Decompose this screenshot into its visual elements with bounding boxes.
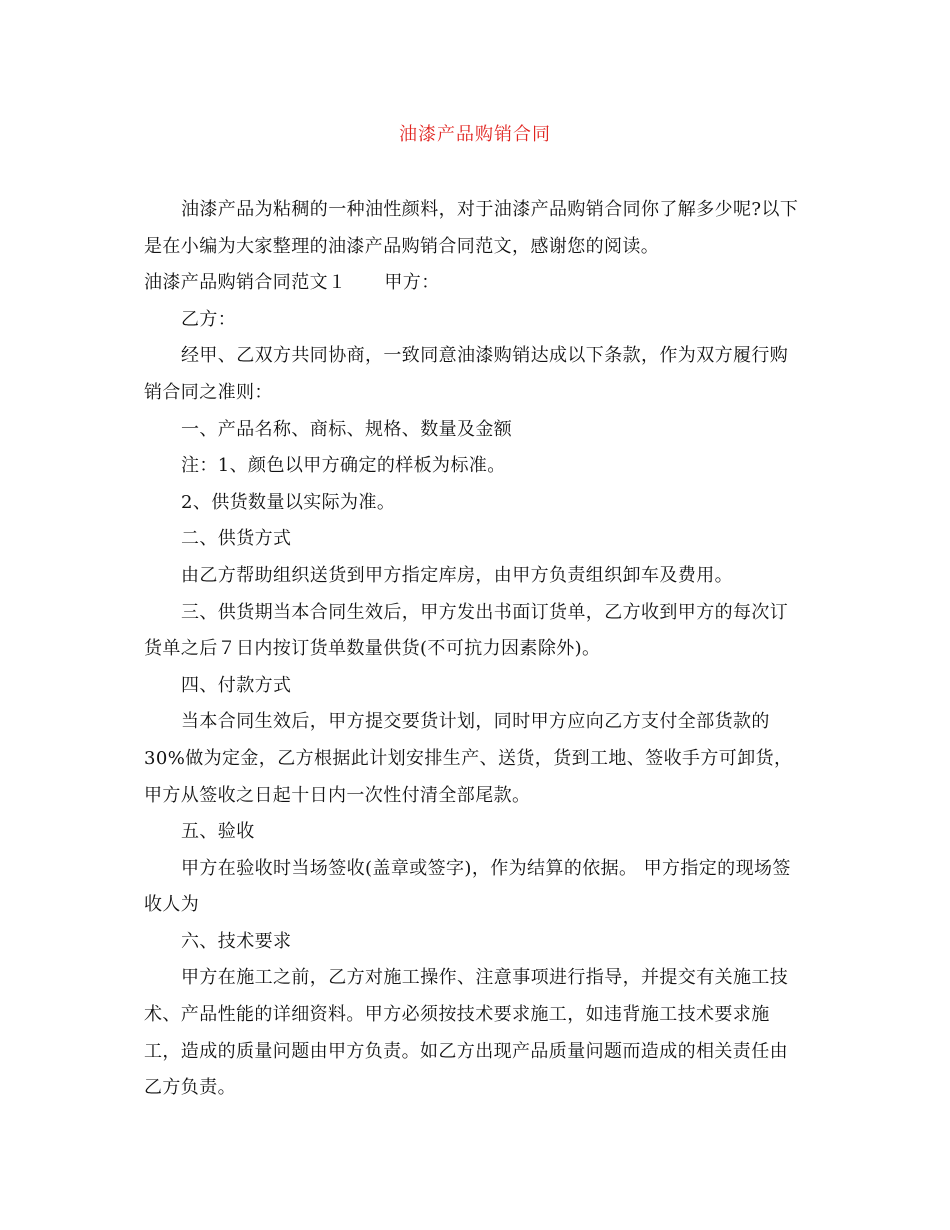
document-title: 油漆产品购销合同 <box>399 124 551 145</box>
paragraph-line: 30%做为定金，乙方根据此计划安排生产、送货，货到工地、签收手方可卸货， <box>144 747 793 769</box>
paragraph-line: 当本合同生效后，甲方提交要货计划，同时甲方应向乙方支付全部货款的 <box>181 711 770 733</box>
paragraph-line: 工，造成的质量问题由甲方负责。如乙方出现产品质量问题而造成的相关责任由 <box>144 1040 788 1062</box>
paragraph-line: 收人为 <box>144 894 200 916</box>
sample-heading: 油漆产品购销合同范文１ <box>144 272 347 294</box>
paragraph-line: 甲方从签收之日起十日内一次性付清全部尾款。 <box>144 784 531 806</box>
section-heading: 六、技术要求 <box>181 930 292 952</box>
section-heading: 二、供货方式 <box>181 528 292 550</box>
section-heading: 一、产品名称、商标、规格、数量及金额 <box>181 418 513 440</box>
section-heading: 五、验收 <box>181 821 255 843</box>
paragraph-line: 是在小编为大家整理的油漆产品购销合同范文，感谢您的阅读。 <box>144 235 660 257</box>
paragraph-line: 由乙方帮助组织送货到甲方指定库房，由甲方负责组织卸车及费用。 <box>181 564 733 586</box>
paragraph-line <box>144 265 814 302</box>
paragraph-line: 经甲、乙双方共同协商，一致同意油漆购销达成以下条款，作为双方履行购 <box>181 345 789 367</box>
document-body <box>144 192 814 1107</box>
party-a-label: 甲方： <box>384 272 440 294</box>
paragraph-line: 销合同之准则： <box>144 381 273 403</box>
paragraph-line: 术、产品性能的详细资料。甲方必须按技术要求施工，如违背施工技术要求施 <box>144 1004 770 1026</box>
paragraph-line: 油漆产品为粘稠的一种油性颜料，对于油漆产品购销合同你了解多少呢?以下 <box>181 199 799 220</box>
paragraph-line: 三、供货期当本合同生效后，甲方发出书面订货单，乙方收到甲方的每次订 <box>181 601 789 623</box>
party-b-label: 乙方： <box>181 308 237 330</box>
paragraph-line: 甲方在验收时当场签收(盖章或签字)，作为结算的依据。 甲方指定的现场签 <box>181 857 791 879</box>
paragraph-line: 货单之后７日内按订货单数量供货(不可抗力因素除外)。 <box>144 638 601 660</box>
paragraph-line: 甲方在施工之前，乙方对施工操作、注意事项进行指导，并提交有关施工技 <box>181 967 789 989</box>
paragraph-line: 注：1、颜色以甲方确定的样板为标准。 <box>181 455 506 477</box>
paragraph-line: 2、供货数量以实际为准。 <box>181 491 396 513</box>
section-heading: 四、付款方式 <box>181 674 292 696</box>
paragraph-line: 乙方负责。 <box>144 1077 236 1099</box>
